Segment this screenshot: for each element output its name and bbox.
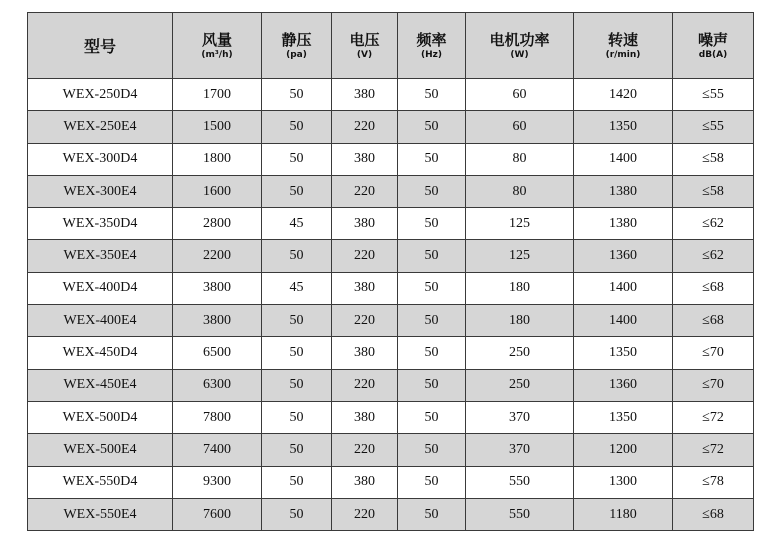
table-body	[28, 79, 754, 531]
cell-airflow: 6500	[173, 337, 262, 369]
cell-model: WEX-350D4	[28, 208, 173, 240]
cell-motor-power: 370	[466, 401, 574, 433]
cell-static-pressure: 50	[262, 111, 332, 143]
table-row	[28, 401, 754, 433]
header-airflow-label: 风量	[201, 30, 232, 49]
cell-motor-power: 60	[466, 111, 574, 143]
header-frequency-label: 频率	[416, 30, 447, 49]
cell-model: WEX-500D4	[28, 401, 173, 433]
header-speed-unit: (r/min)	[605, 49, 641, 60]
table-row	[28, 369, 754, 401]
cell-voltage: 220	[332, 434, 398, 466]
table-row	[28, 143, 754, 175]
cell-speed: 1380	[574, 208, 673, 240]
cell-motor-power: 80	[466, 143, 574, 175]
header-cell-voltage	[332, 13, 398, 79]
cell-speed: 1180	[574, 498, 673, 530]
cell-model: WEX-550E4	[28, 498, 173, 530]
header-motor-power-label: 电机功率	[489, 30, 550, 49]
cell-speed: 1350	[574, 337, 673, 369]
cell-voltage: 380	[332, 401, 398, 433]
cell-voltage: 380	[332, 79, 398, 111]
header-cell-frequency	[398, 13, 466, 79]
fan-spec-table	[27, 12, 754, 531]
cell-static-pressure: 50	[262, 369, 332, 401]
header-static-pressure-unit: (pa)	[286, 49, 307, 60]
header-cell-noise	[673, 13, 754, 79]
cell-speed: 1400	[574, 143, 673, 175]
cell-speed: 1350	[574, 111, 673, 143]
cell-noise: ≤55	[673, 79, 754, 111]
cell-noise: ≤68	[673, 305, 754, 337]
cell-speed: 1360	[574, 240, 673, 272]
cell-static-pressure: 50	[262, 434, 332, 466]
header-static-pressure-label: 静压	[281, 30, 312, 49]
header-voltage-unit: (V)	[356, 49, 373, 60]
header-voltage-label: 电压	[349, 30, 380, 49]
cell-speed: 1380	[574, 175, 673, 207]
cell-noise: ≤72	[673, 401, 754, 433]
cell-frequency: 50	[398, 79, 466, 111]
cell-motor-power: 60	[466, 79, 574, 111]
cell-voltage: 220	[332, 305, 398, 337]
cell-frequency: 50	[398, 401, 466, 433]
cell-static-pressure: 50	[262, 79, 332, 111]
cell-model: WEX-500E4	[28, 434, 173, 466]
cell-static-pressure: 50	[262, 240, 332, 272]
table-row	[28, 466, 754, 498]
table-row	[28, 272, 754, 304]
cell-airflow: 7400	[173, 434, 262, 466]
cell-frequency: 50	[398, 143, 466, 175]
cell-voltage: 380	[332, 337, 398, 369]
cell-model: WEX-400D4	[28, 272, 173, 304]
cell-static-pressure: 50	[262, 143, 332, 175]
cell-voltage: 380	[332, 208, 398, 240]
cell-static-pressure: 45	[262, 208, 332, 240]
cell-noise: ≤62	[673, 240, 754, 272]
cell-noise: ≤70	[673, 369, 754, 401]
cell-noise: ≤62	[673, 208, 754, 240]
cell-model: WEX-450E4	[28, 369, 173, 401]
cell-voltage: 380	[332, 272, 398, 304]
cell-motor-power: 550	[466, 466, 574, 498]
cell-motor-power: 80	[466, 175, 574, 207]
table-row	[28, 240, 754, 272]
cell-static-pressure: 45	[262, 272, 332, 304]
cell-frequency: 50	[398, 337, 466, 369]
cell-airflow: 3800	[173, 272, 262, 304]
cell-voltage: 220	[332, 498, 398, 530]
cell-static-pressure: 50	[262, 401, 332, 433]
cell-airflow: 6300	[173, 369, 262, 401]
header-noise-unit: dB(A)	[698, 49, 728, 60]
cell-model: WEX-350E4	[28, 240, 173, 272]
cell-speed: 1300	[574, 466, 673, 498]
cell-frequency: 50	[398, 498, 466, 530]
cell-model: WEX-400E4	[28, 305, 173, 337]
header-model-label: 型号	[83, 37, 116, 56]
header-cell-speed	[574, 13, 673, 79]
cell-static-pressure: 50	[262, 466, 332, 498]
cell-noise: ≤68	[673, 498, 754, 530]
cell-speed: 1400	[574, 305, 673, 337]
cell-motor-power: 125	[466, 208, 574, 240]
cell-motor-power: 250	[466, 337, 574, 369]
cell-frequency: 50	[398, 305, 466, 337]
cell-noise: ≤58	[673, 143, 754, 175]
cell-model: WEX-550D4	[28, 466, 173, 498]
cell-voltage: 220	[332, 175, 398, 207]
table-row	[28, 208, 754, 240]
header-noise-label: 噪声	[697, 30, 728, 49]
cell-voltage: 380	[332, 143, 398, 175]
cell-speed: 1420	[574, 79, 673, 111]
cell-noise: ≤55	[673, 111, 754, 143]
cell-voltage: 380	[332, 466, 398, 498]
cell-noise: ≤72	[673, 434, 754, 466]
cell-model: WEX-450D4	[28, 337, 173, 369]
cell-airflow: 1800	[173, 143, 262, 175]
cell-motor-power: 370	[466, 434, 574, 466]
cell-frequency: 50	[398, 111, 466, 143]
table-row	[28, 498, 754, 530]
header-cell-static-pressure	[262, 13, 332, 79]
cell-voltage: 220	[332, 240, 398, 272]
cell-speed: 1350	[574, 401, 673, 433]
cell-noise: ≤68	[673, 272, 754, 304]
cell-speed: 1360	[574, 369, 673, 401]
cell-frequency: 50	[398, 240, 466, 272]
cell-voltage: 220	[332, 111, 398, 143]
header-frequency-unit: (Hz)	[421, 49, 442, 60]
cell-speed: 1400	[574, 272, 673, 304]
cell-frequency: 50	[398, 175, 466, 207]
cell-model: WEX-250E4	[28, 111, 173, 143]
header-cell-model	[28, 13, 173, 79]
cell-static-pressure: 50	[262, 175, 332, 207]
cell-model: WEX-300D4	[28, 143, 173, 175]
cell-static-pressure: 50	[262, 305, 332, 337]
cell-motor-power: 180	[466, 272, 574, 304]
table-row	[28, 111, 754, 143]
table-row	[28, 434, 754, 466]
cell-model: WEX-300E4	[28, 175, 173, 207]
cell-motor-power: 180	[466, 305, 574, 337]
cell-noise: ≤70	[673, 337, 754, 369]
table-row	[28, 175, 754, 207]
cell-airflow: 1500	[173, 111, 262, 143]
cell-airflow: 3800	[173, 305, 262, 337]
cell-model: WEX-250D4	[28, 79, 173, 111]
cell-motor-power: 125	[466, 240, 574, 272]
cell-frequency: 50	[398, 369, 466, 401]
table-header	[28, 13, 754, 79]
cell-static-pressure: 50	[262, 337, 332, 369]
cell-frequency: 50	[398, 466, 466, 498]
cell-airflow: 2200	[173, 240, 262, 272]
cell-airflow: 7800	[173, 401, 262, 433]
header-row	[28, 13, 754, 79]
header-motor-power-unit: (W)	[510, 49, 529, 60]
cell-frequency: 50	[398, 434, 466, 466]
cell-static-pressure: 50	[262, 498, 332, 530]
cell-airflow: 2800	[173, 208, 262, 240]
cell-voltage: 220	[332, 369, 398, 401]
cell-noise: ≤78	[673, 466, 754, 498]
cell-airflow: 7600	[173, 498, 262, 530]
table-row	[28, 79, 754, 111]
header-speed-label: 转速	[607, 30, 638, 49]
cell-airflow: 1600	[173, 175, 262, 207]
header-cell-motor-power	[466, 13, 574, 79]
table-row	[28, 337, 754, 369]
table-row	[28, 305, 754, 337]
cell-airflow: 1700	[173, 79, 262, 111]
cell-noise: ≤58	[673, 175, 754, 207]
cell-motor-power: 550	[466, 498, 574, 530]
cell-motor-power: 250	[466, 369, 574, 401]
cell-airflow: 9300	[173, 466, 262, 498]
cell-frequency: 50	[398, 208, 466, 240]
header-cell-airflow	[173, 13, 262, 79]
cell-frequency: 50	[398, 272, 466, 304]
cell-speed: 1200	[574, 434, 673, 466]
header-airflow-unit: (m³/h)	[201, 49, 233, 60]
